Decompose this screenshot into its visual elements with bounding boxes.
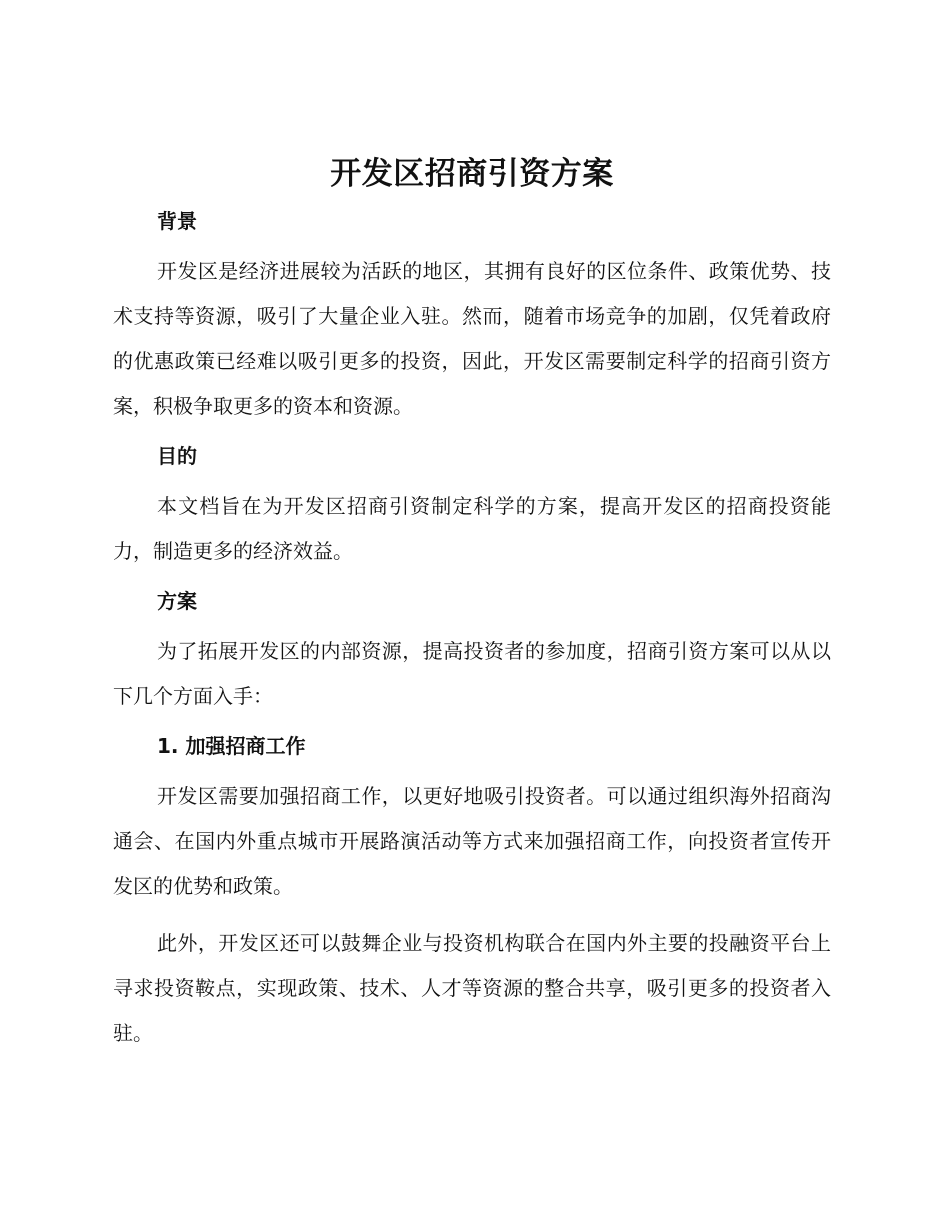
section-heading-item1: 1. 加强招商工作 bbox=[157, 734, 306, 758]
section-heading-plan: 方案 bbox=[157, 589, 197, 613]
document-content bbox=[113, 150, 831, 1056]
section-heading-purpose: 目的 bbox=[157, 444, 197, 468]
document-title: 开发区招商引资方案 bbox=[330, 156, 614, 192]
plan-paragraph: 为了拓展开发区的内部资源，提高投资者的参加度，招商引资方案可以从以下几个方面入手： bbox=[113, 639, 831, 708]
item1-paragraph-1: 开发区需要加强招商工作，以更好地吸引投资者。可以通过组织海外招商沟通会、在国内外重点城市开展路演活动等方式来加强招商工作，向投资者宣传开发区的优势和政策。 bbox=[113, 784, 831, 898]
purpose-paragraph: 本文档旨在为开发区招商引资制定科学的方案，提高开发区的招商投资能力，制造更多的经济效益。 bbox=[113, 494, 831, 563]
background-paragraph: 开发区是经济进展较为活跃的地区，其拥有良好的区位条件、政策优势、技术支持等资源，吸引了大量企业入驻。然而，随着市场竞争的加剧，仅凭着政府的优惠政策已经难以吸引更多的投资，因此，开发区需要制定科学的招商引资方案，积极争取更多的资本和资源。 bbox=[113, 259, 831, 418]
section-heading-background: 背景 bbox=[157, 209, 197, 233]
item1-paragraph-2: 此外，开发区还可以鼓舞企业与投资机构联合在国内外主要的投融资平台上寻求投资鞍点，实现政策、技术、人才等资源的整合共享，吸引更多的投资者入驻。 bbox=[113, 931, 831, 1045]
